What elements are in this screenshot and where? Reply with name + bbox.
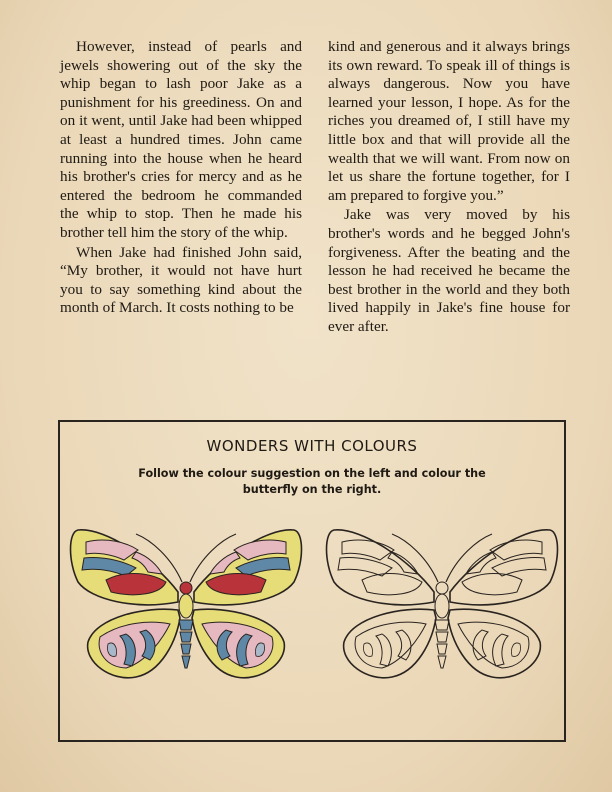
story-columns: [60, 38, 570, 410]
story-paragraph: When Jake had finished John said, “My brother, it would not have hurt you to say something kind about the month of March. It costs nothing to be: [60, 243, 302, 317]
activity-title: WONDERS WITH COLOURS: [206, 437, 418, 455]
outline-butterfly-illustration: [322, 522, 562, 707]
story-paragraph: However, instead of pearls and jewels showering out of the sky the whip began to lash poor Jake as a punishment for his greediness. On and on it went, until Jake had been whipped at least a hundred times. John came running into the house when he heard his brother's cries for mercy and as he entered the bedroom he commanded the whip to stop. Then he made his brother tell him the story of the whip.: [60, 38, 302, 241]
story-left-column: [60, 38, 302, 410]
story-right-column: [328, 38, 570, 410]
coloured-butterfly-illustration: [66, 522, 306, 707]
activity-instruction: Follow the colour suggestion on the left and colour the butterfly on the right.: [138, 467, 486, 496]
story-paragraph: kind and generous and it always brings its own reward. To speak ill of things is always dangerous. Now you have learned your lesson, I hope. As for the riches you dreamed of, I still have my little box and that will provide all the wealth that we will want. From now on let us share the fortune together, for I am prepared to forgive you.”: [328, 38, 570, 204]
colouring-activity-box: [58, 420, 566, 742]
story-paragraph: Jake was very moved by his brother's words and he begged John's forgiveness. After the beating and the lesson he had received he became the best brother in the world and they both lived happily in Jake's fine house for ever after.: [328, 206, 570, 335]
